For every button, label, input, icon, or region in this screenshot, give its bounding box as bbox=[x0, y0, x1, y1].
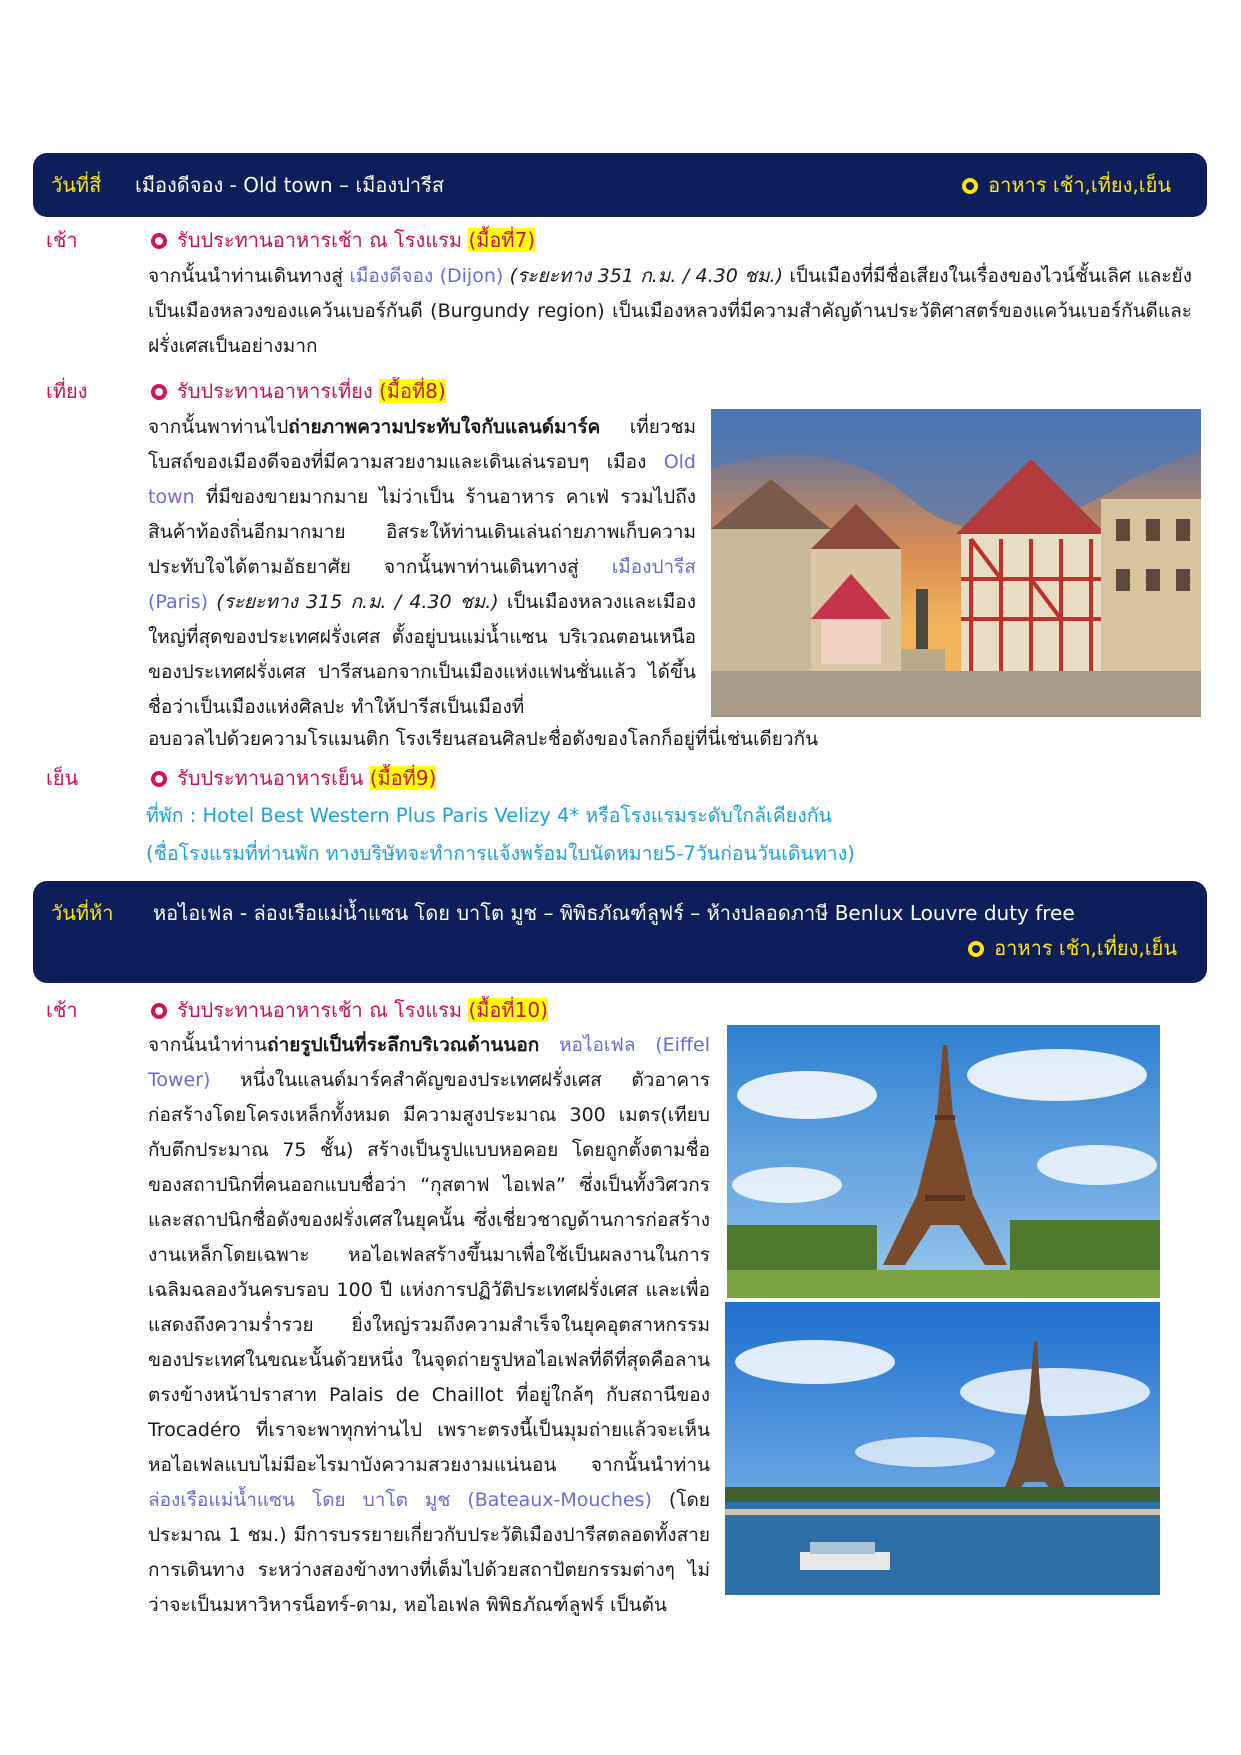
link-eiffel-tower[interactable]: หอไอเฟล (Eiffel Tower) bbox=[148, 1034, 710, 1091]
day4-meals bbox=[962, 169, 1171, 201]
seine-river-photo bbox=[725, 1302, 1160, 1595]
link-old-town[interactable]: Old town bbox=[148, 451, 696, 508]
link-paris[interactable]: เมืองปารีส (Paris) bbox=[148, 556, 696, 613]
hotel-info: ที่พัก : Hotel Best Western Plus Paris Velizy 4* หรือโรงแรมระดับใกล้เคียงกัน bbox=[146, 804, 832, 827]
day4-meals-text: อาหาร เช้า,เที่ยง,เย็น bbox=[988, 173, 1171, 197]
day4-morning-desc: จากนั้นนำท่านเดินทางสู่ เมืองดีจอง (Dijon) (ระยะทาง 351 ก.ม. / 4.30 ชม.) เป็นเมืองที่มีชื่อเสียงในเรื่องของไวน์ชั้นเลิศ และยังเป็นเมืองหลวงของแคว้นเบอร์กันดี (Burgundy region) เป็นเมืองหลวงที่มีความสำคัญด้านประวัติศาสตร์ของแคว้นเบอร์กันดีและฝรั่งเศสเป็นอย่างมาก bbox=[148, 265, 1192, 357]
day4-dinner bbox=[151, 762, 436, 794]
dijon-old-town-photo bbox=[711, 409, 1201, 717]
dish-icon bbox=[968, 941, 984, 957]
meal-text: รับประทานอาหารเช้า ณ โรงแรม bbox=[177, 998, 469, 1022]
day4-noon-time: เที่ยง bbox=[46, 379, 88, 403]
day5-breakfast bbox=[151, 994, 548, 1026]
link-bateaux-mouches[interactable]: ล่องเรือแม่น้ำแซน โดย บาโต มูช (Bateaux-Mouches) bbox=[148, 1489, 652, 1511]
day4-banner bbox=[33, 153, 1207, 217]
day4-morning-time: เช้า bbox=[46, 228, 78, 252]
hotel-note: (ชื่อโรงแรมที่ท่านพัก ทางบริษัทจะทำการแจ้งพร้อมใบนัดหมาย5-7วันก่อนวันเดินทาง) bbox=[146, 842, 855, 865]
meal-text: รับประทานอาหารเย็น bbox=[177, 766, 370, 790]
meal-number: (มื้อที่8) bbox=[378, 379, 446, 403]
day4-lunch bbox=[151, 375, 446, 407]
day4-breakfast bbox=[151, 224, 535, 256]
dish-icon bbox=[151, 771, 167, 787]
day5-route: หอไอเฟล - ล่องเรือแม่น้ำแซน โดย บาโต มูช – พิพิธภัณฑ์ลูฟร์ – ห้างปลอดภาษี Benlux Louvre duty free bbox=[153, 901, 1075, 925]
day5-label: วันที่ห้า bbox=[51, 901, 114, 925]
day5-morning-desc: จากนั้นนำท่านถ่ายรูปเป็นที่ระลึกบริเวณด้านนอก หอไอเฟล (Eiffel Tower) หนึ่งในแลนด์มาร์คสำคัญของประเทศฝรั่งเศส ตัวอาคารก่อสร้างโดยโครงเหล็กทั้งหมด มีความสูงประมาณ 300 เมตร(เทียบกับตึกประมาณ 75 ชั้น) สร้างเป็นรูปแบบหอคอย โดยถูกตั้งตามชื่อของสถาปนิกที่คนออกแบบชื่อว่า “กุสตาฟ ไอเฟล” ซึ่งเป็นทั้งวิศวกรและสถาปนิกชื่อดังของฝรั่งเศสในยุคนั้น ซึ่งเชี่ยวชาญด้านการก่อสร้างงานเหล็กโดยเฉพาะ หอไอเฟลสร้างขึ้นมาเพื่อใช้เป็นผลงานในการเฉลิมฉลองวันครบรอบ 100 ปี แห่งการปฏิวัติประเทศฝรั่งเศส และเพื่อแสดงถึงความร่ำรวย ยิ่งใหญ่รวมถึงความสำเร็จในยุคอุตสาหกรรมของประเทศในขณะนั้นด้วยหนึ่ง ในจุดถ่ายรูปหอไอเฟลที่ดีที่สุดคือลานตรงข้างหน้าปราสาท Palais de Chaillot ที่อยู่ใกล้ๆ กับสถานีของ Trocadéro ที่เราจะพาทุกท่านไป เพราะตรงนี้เป็นมุมถ่ายแล้วจะเห็นหอไอเฟลแบบไม่มีอะไรมาบังความสวยงามแน่นอน จากนั้นนำท่าน ล่องเรือแม่น้ำแซน โดย บาโต มูช (Bateaux-Mouches) (โดยประมาณ 1 ชม.) มีการบรรยายเกี่ยวกับประวัติเมืองปารีสตลอดทั้งสายการเดินทาง ระหว่างสองข้างทางที่เต็มไปด้วยสถาปัตยกรรมต่างๆ ไม่ว่าจะเป็นมหาวิหารน็อทร์-ดาม, หอไอเฟล พิพิธภัณฑ์ลูฟร์ เป็นต้น bbox=[148, 1034, 710, 1616]
day5-meals-text: อาหาร เช้า,เที่ยง,เย็น bbox=[994, 936, 1177, 960]
meal-text: รับประทานอาหารเที่ยง bbox=[177, 379, 379, 403]
day4-label: วันที่สี่ bbox=[51, 173, 102, 197]
day4-noon-desc: จากนั้นพาท่านไปถ่ายภาพความประทับใจกับแลนด์มาร์ค เที่ยวชมโบสถ์ของเมืองดีจองที่มีความสวยงามและเดินเล่นรอบๆ เมือง Old town ที่มีของขายมากมาย ไม่ว่าเป็น ร้านอาหาร คาเฟ่ รวมไปถึงสินค้าท้องถิ่นอีกมากมาย อิสระให้ท่านเดินเล่นถ่ายภาพเก็บความประทับใจได้ตามอัธยาศัย จากนั้นพาท่านเดินทางสู่ เมืองปารีส (Paris) (ระยะทาง 315 ก.ม. / 4.30 ชม.) เป็นเมืองหลวงและเมืองใหญ่ที่สุดของประเทศฝรั่งเศส ตั้งอยู่บนแม่น้ำแซน บริเวณตอนเหนือของประเทศฝรั่งเศส ปารีสนอกจากเป็นเมืองแห่งแฟนชั่นแล้ว ได้ขึ้นชื่อว่าเป็นเมืองแห่งศิลปะ ทำให้ปารีสเป็นเมืองที่ bbox=[148, 416, 696, 718]
day5-banner bbox=[33, 881, 1207, 983]
dish-icon bbox=[151, 1003, 167, 1019]
dish-icon bbox=[151, 233, 167, 249]
day5-meals bbox=[968, 932, 1177, 964]
meal-number: (มื้อที่10) bbox=[468, 998, 548, 1022]
meal-number: (มื้อที่9) bbox=[369, 766, 437, 790]
meal-text: รับประทานอาหารเช้า ณ โรงแรม bbox=[177, 228, 469, 252]
day4-evening-time: เย็น bbox=[46, 766, 79, 790]
eiffel-tower-photo bbox=[727, 1025, 1160, 1298]
dish-icon bbox=[151, 384, 167, 400]
link-dijon[interactable]: เมืองดีจอง (Dijon) bbox=[349, 265, 504, 287]
day4-route: เมืองดีจอง - Old town – เมืองปารีส bbox=[135, 173, 445, 197]
day5-morning-time: เช้า bbox=[46, 998, 78, 1022]
day4-noon-desc-last: อบอวลไปด้วยความโรแมนติก โรงเรียนสอนศิลปะชื่อดังของโลกก็อยู่ที่นี่เช่นเดียวกัน bbox=[148, 728, 819, 750]
dish-icon bbox=[962, 178, 978, 194]
meal-number: (มื้อที่7) bbox=[468, 228, 536, 252]
